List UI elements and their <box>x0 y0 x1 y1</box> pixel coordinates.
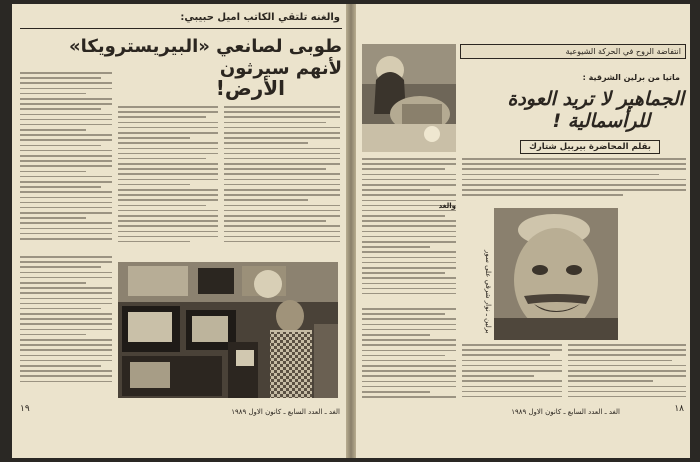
left-running-head: والغنه تلتقي الكاتب اميل حبيبي: <box>180 12 340 23</box>
photo-caption: برلين ـ نوار شرقي على سور <box>484 250 492 334</box>
right-section-tag: والغد <box>438 202 456 210</box>
elderly-woman-illustration <box>362 44 456 152</box>
tv-shop-illustration <box>118 262 338 398</box>
right-headline-line1: الجماهير لا تريد العودة <box>507 88 684 110</box>
right-column-5 <box>568 344 686 404</box>
right-column-3 <box>362 308 456 404</box>
right-footer: الغد ـ العدد السابع ـ كانون الاول ١٩٨٩ <box>511 408 620 416</box>
right-column-1 <box>362 158 456 304</box>
left-photo-tv-shop <box>118 262 338 398</box>
right-kicker: ماتيا من برلين الشرقية : <box>582 73 680 82</box>
left-page-number: ١٩ <box>20 404 30 414</box>
left-headline-line1: طوبى لصانعي «البيريسترويكا» لأنهم سيرثون <box>69 36 342 79</box>
right-headline-line2: للرأسمالية ! <box>552 110 650 132</box>
right-top-photo <box>362 44 456 152</box>
left-column-4 <box>20 256 112 396</box>
right-column-2 <box>462 158 686 198</box>
left-footer: الغد ـ العدد السابع ـ كانون الاول ١٩٨٩ <box>231 408 340 416</box>
right-page-number: ١٨ <box>674 404 684 414</box>
right-running-head: انتفاضة الروح في الحركة الشيوعية <box>460 44 686 59</box>
page-gutter <box>346 4 356 458</box>
right-byline: بقلم المحاضرة بيربيل شتارك <box>520 140 660 154</box>
left-column-1 <box>20 72 112 250</box>
left-column-3 <box>224 106 340 252</box>
left-column-2 <box>118 106 218 252</box>
man-portrait-illustration <box>494 208 618 340</box>
right-portrait-photo <box>494 208 618 340</box>
left-headline-line2: الأرض! <box>215 76 285 100</box>
left-head-rule <box>20 28 342 29</box>
right-column-4 <box>462 344 562 404</box>
